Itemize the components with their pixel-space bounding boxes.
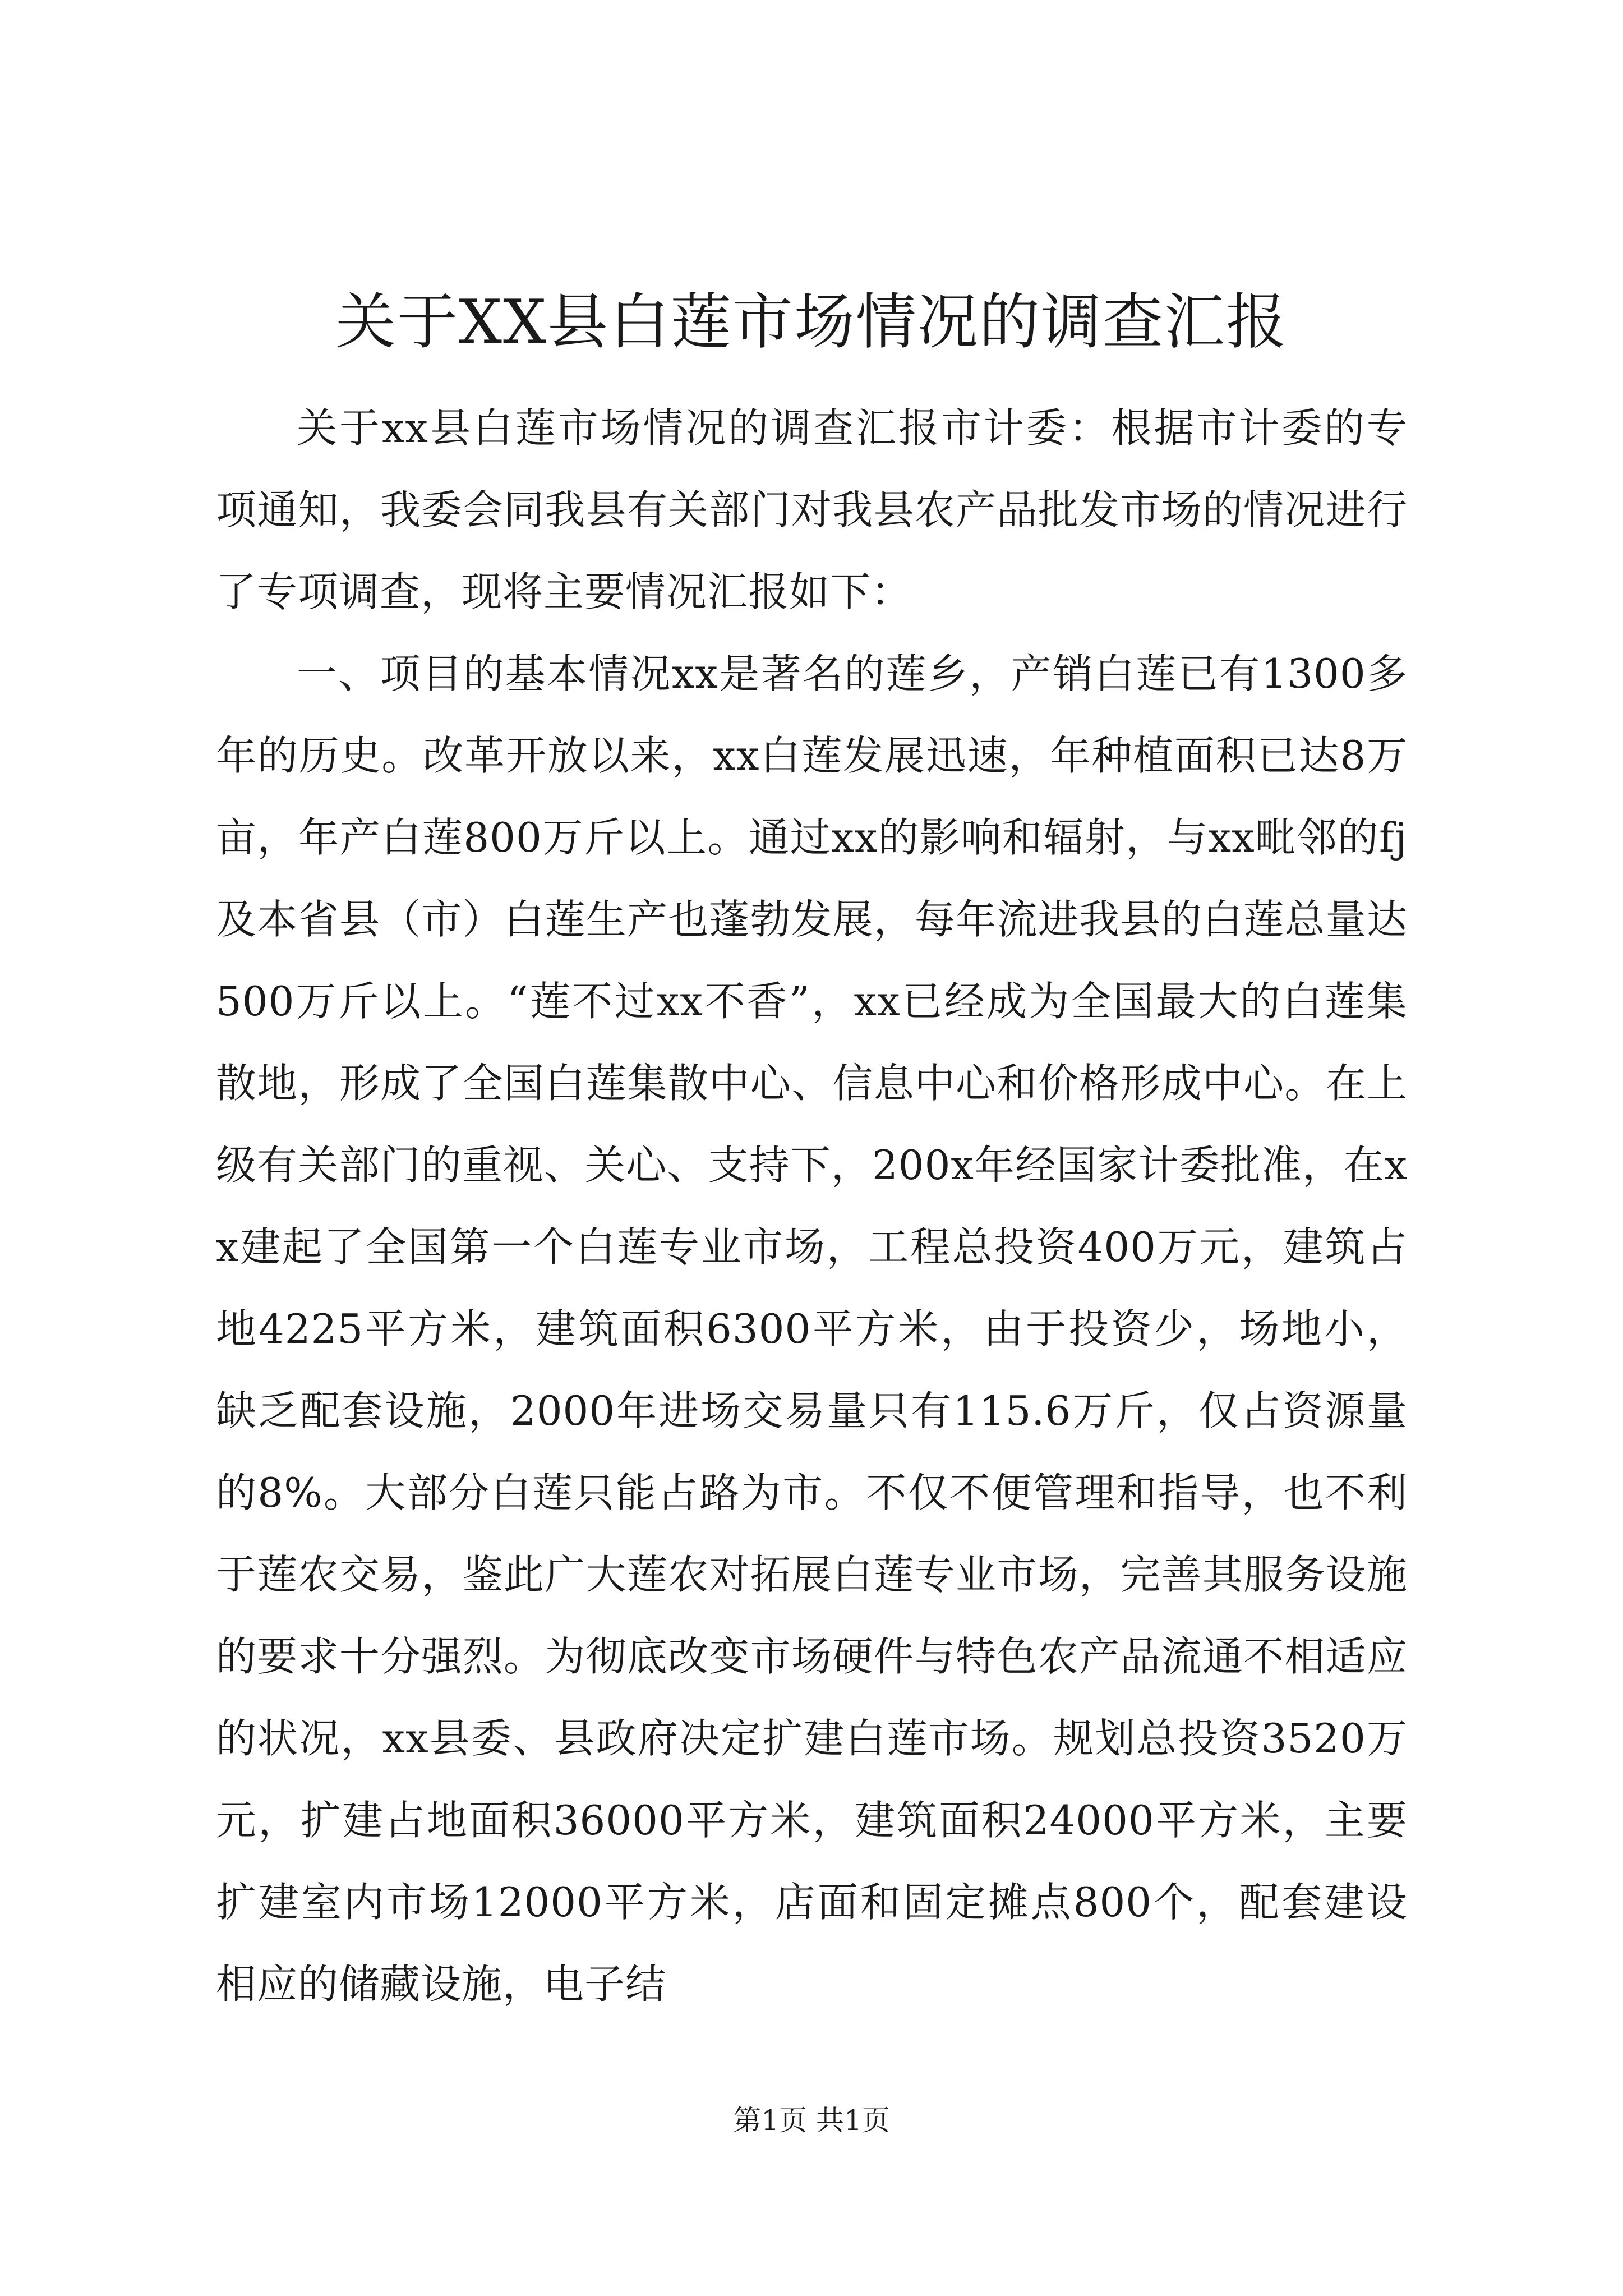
paragraph-intro: 关于xx县白莲市场情况的调查汇报市计委：根据市计委的专项通知，我委会同我县有关部门对我县农产品批发市场的情况进行了专项调查，现将主要情况汇报如下： — [216, 404, 1408, 615]
page-number-footer: 第1页 共1页 — [733, 2104, 890, 2137]
document-body — [216, 387, 1408, 2025]
document-title: 关于XX县白莲市场情况的调查汇报 — [335, 287, 1288, 357]
paragraph-basic-situation: 一、项目的基本情况xx是著名的莲乡，产销白莲已有1300多年的历史。改革开放以来，xx白莲发展迅速，年种植面积已达8万亩，年产白莲800万斤以上。通过xx的影响和辐射，与xx毗邻的fj及本省县（市）白莲生产也蓬勃发展，每年流进我县的白莲总量达500万斤以上。“莲不过xx不香”，xx已经成为全国最大的白莲集散地，形成了全国白莲集散中心、信息中心和价格形成中心。在上级有关部门的重视、关心、支持下，200x年经国家计委批准，在xx建起了全国第一个白莲专业市场，工程总投资400万元，建筑占地4225平方米，建筑面积6300平方米，由于投资少，场地小，缺乏配套设施，2000年进场交易量只有115.6万斤，仅占资源量的8%。大部分白莲只能占路为市。不仅不便管理和指导，也不利于莲农交易，鉴此广大莲农对拓展白莲专业市场，完善其服务设施的要求十分强烈。为彻底改变市场硬件与特色农产品流通不相适应的状况，xx县委、县政府决定扩建白莲市场。规划总投资3520万元，扩建占地面积36000平方米，建筑面积24000平方米，主要扩建室内市场12000平方米，店面和固定摊点800个，配套建设相应的储藏设施，电子结 — [216, 650, 1408, 2008]
